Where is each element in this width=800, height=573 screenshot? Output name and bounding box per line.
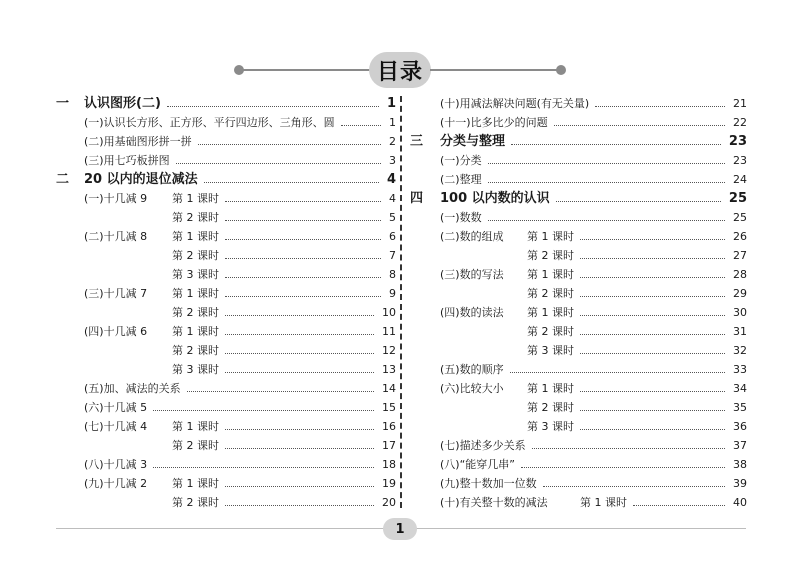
page-ref: 6	[389, 230, 396, 243]
toc-entry-row[interactable]	[410, 265, 747, 284]
toc-entry-row[interactable]	[56, 303, 396, 322]
toc-entry-row[interactable]	[410, 227, 747, 246]
lesson-label: 第 2 课时	[172, 344, 219, 357]
entry-title: (十)用减法解决问题(有无关量)	[440, 97, 590, 110]
page-ref: 13	[382, 363, 396, 376]
lesson-label: 第 1 课时	[172, 287, 219, 300]
toc-header	[0, 50, 800, 90]
page-ref: 10	[382, 306, 396, 319]
leader-dots	[153, 410, 374, 411]
lesson-label: 第 2 课时	[172, 306, 219, 319]
leader-dots	[595, 106, 725, 107]
entry-title: (八)十几减 3	[84, 458, 148, 471]
page-ref: 35	[733, 401, 747, 414]
toc-entry-row[interactable]	[56, 246, 396, 265]
toc-entry-row[interactable]	[56, 227, 396, 246]
lesson-label: 第 1 课时	[527, 268, 574, 281]
toc-entry-row[interactable]	[410, 322, 747, 341]
page-ref: 25	[728, 191, 747, 206]
leader-dots	[187, 391, 374, 392]
toc-entry-row[interactable]	[410, 398, 747, 417]
toc-entry-row[interactable]	[56, 113, 396, 132]
toc-entry-row[interactable]	[410, 284, 747, 303]
toc-entry-row[interactable]	[56, 398, 396, 417]
column-divider	[400, 96, 402, 508]
leader-dots	[225, 220, 381, 221]
lesson-label: 第 1 课时	[527, 230, 574, 243]
entry-title: (一)分类	[440, 154, 482, 167]
page-ref: 11	[382, 325, 396, 338]
chapter-number: 一	[56, 96, 70, 111]
toc-entry-row[interactable]	[56, 493, 396, 512]
leader-dots	[532, 448, 725, 449]
leader-dots	[543, 486, 725, 487]
leader-dots	[225, 486, 374, 487]
page-ref: 2	[389, 135, 396, 148]
page-ref: 17	[382, 439, 396, 452]
chapter-number: 三	[410, 134, 424, 149]
leader-dots	[580, 239, 725, 240]
chapter-title: 分类与整理	[440, 134, 506, 149]
leader-dots	[153, 467, 374, 468]
entry-title: (一)数数	[440, 211, 482, 224]
leader-dots	[633, 505, 725, 506]
lesson-label: 第 2 课时	[527, 287, 574, 300]
toc-entry-row[interactable]	[56, 417, 396, 436]
toc-chapter-row[interactable]	[56, 94, 396, 113]
ornament-line-left	[240, 69, 370, 71]
lesson-label: 第 2 课时	[172, 211, 219, 224]
leader-dots	[580, 410, 725, 411]
leader-dots	[225, 429, 374, 430]
toc-entry-row[interactable]	[56, 360, 396, 379]
page-ref: 16	[382, 420, 396, 433]
lesson-label: 第 2 课时	[172, 249, 219, 262]
page-ref: 3	[389, 154, 396, 167]
leader-dots	[167, 106, 379, 107]
toc-entry-row[interactable]	[56, 455, 396, 474]
entry-title: (四)十几减 6	[84, 325, 148, 338]
entry-title: (三)数的写法	[440, 268, 504, 281]
page-ref: 21	[733, 97, 747, 110]
page-ref: 1	[389, 116, 396, 129]
page-ref: 33	[733, 363, 747, 376]
page-ref: 40	[733, 496, 747, 509]
lesson-label: 第 2 课时	[172, 439, 219, 452]
leader-dots	[225, 334, 374, 335]
entry-title: (三)十几减 7	[84, 287, 148, 300]
lesson-label: 第 1 课时	[172, 477, 219, 490]
chapter-title: 认识图形(二)	[84, 96, 161, 111]
page-ref: 30	[733, 306, 747, 319]
toc-left-column	[56, 94, 396, 512]
leader-dots	[511, 144, 721, 145]
toc-entry-row[interactable]	[410, 170, 747, 189]
page-ref: 25	[733, 211, 747, 224]
leader-dots	[176, 163, 381, 164]
lesson-label: 第 3 课时	[172, 268, 219, 281]
leader-dots	[225, 296, 381, 297]
toc-entry-row[interactable]	[410, 379, 747, 398]
entry-title: (二)用基础图形拼一拼	[84, 135, 192, 148]
leader-dots	[488, 220, 725, 221]
entry-title: (十一)比多比少的问题	[440, 116, 548, 129]
leader-dots	[580, 277, 725, 278]
toc-entry-row[interactable]	[56, 379, 396, 398]
toc-entry-row[interactable]	[56, 132, 396, 151]
page-ref: 24	[733, 173, 747, 186]
entry-title: (一)认识长方形、正方形、平行四边形、三角形、圆	[84, 116, 335, 129]
page-number: 1	[383, 518, 417, 540]
page-ref: 12	[382, 344, 396, 357]
leader-dots	[225, 277, 381, 278]
lesson-label: 第 2 课时	[527, 325, 574, 338]
entry-title: (六)比较大小	[440, 382, 504, 395]
toc-entry-row[interactable]	[410, 246, 747, 265]
toc-chapter-row[interactable]	[410, 132, 747, 151]
page-ref: 31	[733, 325, 747, 338]
entry-title: (七)十几减 4	[84, 420, 148, 433]
leader-dots	[580, 334, 725, 335]
entry-title: (七)描述多少关系	[440, 439, 526, 452]
lesson-label: 第 1 课时	[527, 306, 574, 319]
chapter-title: 100 以内数的认识	[440, 191, 550, 206]
lesson-label: 第 2 课时	[172, 496, 219, 509]
leader-dots	[488, 182, 725, 183]
ornament-dot-right	[556, 65, 566, 75]
entry-title: (八)“能穿几串”	[440, 458, 515, 471]
page-ref: 26	[733, 230, 747, 243]
toc-entry-row[interactable]	[56, 265, 396, 284]
leader-dots	[225, 505, 374, 506]
page-ref: 32	[733, 344, 747, 357]
leader-dots	[225, 201, 381, 202]
page-ref: 19	[382, 477, 396, 490]
toc-entry-row[interactable]	[410, 436, 747, 455]
page-ref: 7	[389, 249, 396, 262]
toc-entry-row[interactable]	[56, 284, 396, 303]
ornament-line-right	[430, 69, 560, 71]
page-ref: 4	[389, 192, 396, 205]
leader-dots	[225, 448, 374, 449]
page-ref: 1	[386, 96, 396, 111]
entry-title: (四)数的读法	[440, 306, 504, 319]
toc-entry-row[interactable]	[410, 341, 747, 360]
entry-title: (二)数的组成	[440, 230, 504, 243]
chapter-number: 二	[56, 172, 70, 187]
leader-dots	[580, 315, 725, 316]
toc-entry-row[interactable]	[410, 474, 747, 493]
entry-title: (一)十几减 9	[84, 192, 148, 205]
page-ref: 5	[389, 211, 396, 224]
lesson-label: 第 1 课时	[527, 382, 574, 395]
toc-entry-row[interactable]	[410, 208, 747, 227]
leader-dots	[510, 372, 725, 373]
page-ref: 38	[733, 458, 747, 471]
toc-right-column	[410, 94, 747, 512]
toc-entry-row[interactable]	[56, 151, 396, 170]
lesson-label: 第 1 课时	[172, 192, 219, 205]
toc-entry-row[interactable]	[56, 189, 396, 208]
toc-entry-row[interactable]	[410, 455, 747, 474]
lesson-label: 第 1 课时	[172, 230, 219, 243]
chapter-title: 20 以内的退位减法	[84, 172, 198, 187]
leader-dots	[198, 144, 381, 145]
toc-entry-row[interactable]	[56, 322, 396, 341]
page-ref: 23	[728, 134, 747, 149]
lesson-label: 第 2 课时	[527, 401, 574, 414]
leader-dots	[580, 353, 725, 354]
leader-dots	[225, 239, 381, 240]
toc-entry-row[interactable]	[410, 94, 747, 113]
toc-entry-row[interactable]	[410, 493, 747, 512]
toc-entry-row[interactable]	[410, 151, 747, 170]
entry-title: (二)十几减 8	[84, 230, 148, 243]
leader-dots	[225, 258, 381, 259]
page-ref: 27	[733, 249, 747, 262]
leader-dots	[556, 201, 721, 202]
lesson-label: 第 3 课时	[527, 420, 574, 433]
lesson-label: 第 3 课时	[172, 363, 219, 376]
leader-dots	[204, 182, 379, 183]
page-ref: 23	[733, 154, 747, 167]
toc-entry-row[interactable]	[56, 208, 396, 227]
leader-dots	[225, 315, 374, 316]
toc-entry-row[interactable]	[410, 417, 747, 436]
page-ref: 20	[382, 496, 396, 509]
entry-title: (六)十几减 5	[84, 401, 148, 414]
lesson-label: 第 3 课时	[527, 344, 574, 357]
page-ref: 4	[386, 172, 396, 187]
page-ref: 14	[382, 382, 396, 395]
leader-dots	[580, 296, 725, 297]
entry-title: (二)整理	[440, 173, 482, 186]
leader-dots	[341, 125, 381, 126]
leader-dots	[488, 163, 725, 164]
toc-entry-row[interactable]	[410, 360, 747, 379]
entry-title: (五)加、减法的关系	[84, 382, 181, 395]
entry-title: (九)十几减 2	[84, 477, 148, 490]
page-title: 目录	[369, 52, 431, 88]
leader-dots	[580, 391, 725, 392]
lesson-label: 第 1 课时	[172, 420, 219, 433]
toc-chapter-row[interactable]	[56, 170, 396, 189]
toc-entry-row[interactable]	[56, 436, 396, 455]
leader-dots	[554, 125, 725, 126]
toc-entry-row[interactable]	[56, 341, 396, 360]
leader-dots	[521, 467, 725, 468]
leader-dots	[580, 258, 725, 259]
lesson-label: 第 1 课时	[580, 496, 627, 509]
toc-chapter-row[interactable]	[410, 189, 747, 208]
page-ref: 29	[733, 287, 747, 300]
entry-title: (十)有关整十数的减法	[440, 496, 548, 509]
page-ref: 28	[733, 268, 747, 281]
toc-entry-row[interactable]	[410, 303, 747, 322]
toc-entry-row[interactable]	[56, 474, 396, 493]
page-ref: 39	[733, 477, 747, 490]
leader-dots	[225, 353, 374, 354]
page-ref: 15	[382, 401, 396, 414]
lesson-label: 第 2 课时	[527, 249, 574, 262]
page-ref: 9	[389, 287, 396, 300]
page-ref: 18	[382, 458, 396, 471]
page-ref: 8	[389, 268, 396, 281]
page-ref: 22	[733, 116, 747, 129]
toc-entry-row[interactable]	[410, 113, 747, 132]
leader-dots	[580, 429, 725, 430]
page-ref: 37	[733, 439, 747, 452]
entry-title: (三)用七巧板拼图	[84, 154, 170, 167]
chapter-number: 四	[410, 191, 424, 206]
leader-dots	[225, 372, 374, 373]
entry-title: (五)数的顺序	[440, 363, 504, 376]
page-ref: 36	[733, 420, 747, 433]
lesson-label: 第 1 课时	[172, 325, 219, 338]
page-ref: 34	[733, 382, 747, 395]
entry-title: (九)整十数加一位数	[440, 477, 537, 490]
